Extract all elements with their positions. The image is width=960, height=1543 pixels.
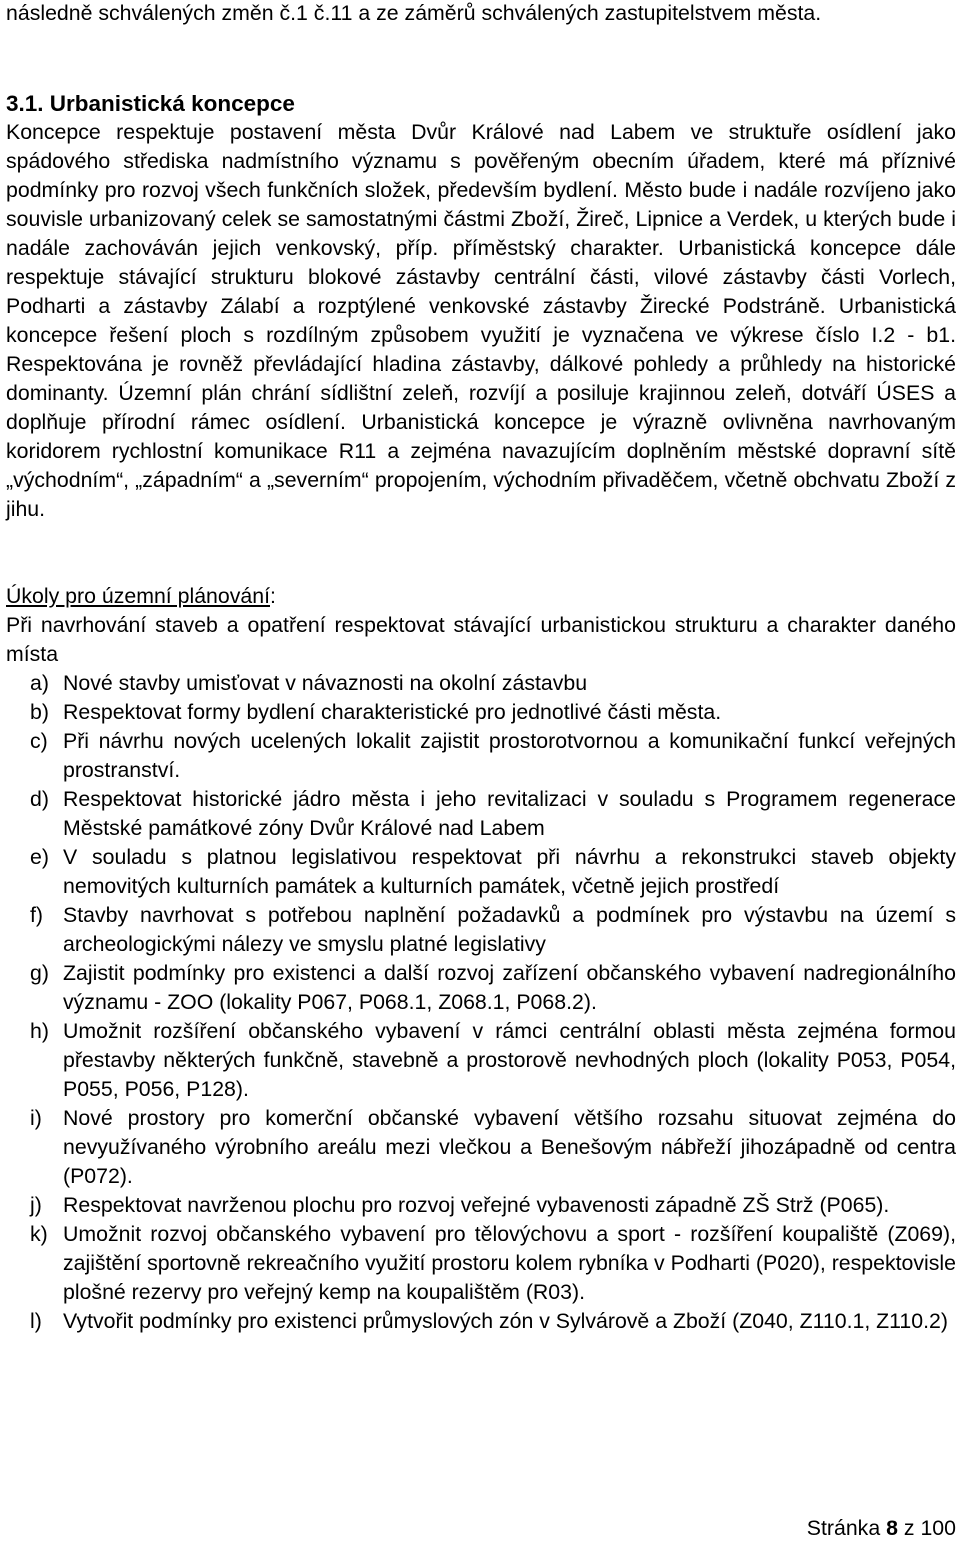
list-item xyxy=(6,901,956,959)
list-item xyxy=(6,669,956,698)
list-item-text: Respektovat navrženou plochu pro rozvoj veřejné vybavenosti západně ZŠ Strž (P065). xyxy=(63,1193,890,1217)
list-item xyxy=(6,1191,956,1220)
list-item-text: Zajistit podmínky pro existenci a další rozvoj zařízení občanského vybavení nadregionálního významu - ZOO (lokality P067, P068.1, Z068.1, P068.2). xyxy=(63,961,956,1014)
page-separator: z xyxy=(903,1516,915,1540)
list-item xyxy=(6,727,956,785)
tasks-label xyxy=(6,582,276,611)
page-total: 100 xyxy=(920,1516,956,1540)
list-marker: e) xyxy=(30,845,49,869)
page-label: Stránka xyxy=(806,1516,881,1540)
tasks-label-text: Úkoly pro územní plánování xyxy=(6,584,270,608)
list-item xyxy=(6,698,956,727)
list-marker: j) xyxy=(30,1193,42,1217)
list-marker: a) xyxy=(30,671,49,695)
tasks-list xyxy=(6,669,956,1336)
page-footer xyxy=(807,1514,956,1543)
list-item xyxy=(6,1104,956,1191)
list-item-text: Respektovat formy bydlení charakteristické pro jednotlivé části města. xyxy=(63,700,722,724)
list-item-text: V souladu s platnou legislativou respektovat při návrhu a rekonstrukci staveb objekty nemovitých kulturních památek a kulturních památek, včetně jejich prostředí xyxy=(63,845,956,898)
list-item-text: Umožnit rozšíření občanského vybavení v rámci centrální oblasti města zejména formou přestavby některých funkčně, stavebně a prostorově nevhodných ploch (lokality P053, P054, P055, P056, P128). xyxy=(63,1019,956,1101)
list-marker: g) xyxy=(30,961,49,985)
list-marker: h) xyxy=(30,1019,49,1043)
top-paragraph: následně schválených změn č.1 č.11 a ze záměrů schválených zastupitelstvem města. xyxy=(6,1,822,25)
list-item xyxy=(6,959,956,1017)
list-item-text: Při návrhu nových ucelených lokalit zajistit prostorotvornou a komunikační funkcí veřejných prostranství. xyxy=(63,729,956,782)
list-item xyxy=(6,1017,956,1104)
tasks-intro: Při navrhování staveb a opatření respektovat stávající urbanistickou strukturu a charakter daného místa xyxy=(6,613,956,666)
list-item xyxy=(6,1220,956,1307)
list-item-text: Nové prostory pro komerční občanské vybavení většího rozsahu situovat zejména do nevyužívaného výrobního areálu mezi vlečkou a Benešovým nábřeží jihozápadně od centra (P072). xyxy=(63,1106,956,1188)
list-item-text: Respektovat historické jádro města i jeho revitalizaci v souladu s Programem regenerace Městské památkové zóny Dvůr Králové nad Labem xyxy=(63,787,956,840)
list-marker: f) xyxy=(30,903,44,927)
list-marker: i) xyxy=(30,1106,42,1130)
list-item xyxy=(6,1307,956,1336)
section-heading: 3.1. Urbanistická koncepce xyxy=(6,91,295,116)
list-item-text: Umožnit rozvoj občanského vybavení pro tělovýchovu a sport - rozšíření koupaliště (Z069), zajištění sportovně rekreačního využití prostoru kolem rybníka v Podharti (P020), respektovisle plošné rezervy pro veřejný kemp na koupalištěm (R03). xyxy=(63,1222,956,1304)
list-marker: b) xyxy=(30,700,49,724)
main-paragraph: Koncepce respektuje postavení města Dvůr Králové nad Labem ve struktuře osídlení jako spádového střediska nadmístního významu s pověřeným obecním úřadem, které má příznivé podmínky pro rozvoj všech funkčních složek, především bydlení. Město bude i nadále rozvíjeno jako souvisle urbanizovaný celek se samostatnými částmi Zboží, Žireč, Lipnice a Verdek, u kterých bude i nadále zachováván jejich venkovský, příp. příměstský charakter. Urbanistická koncepce dále respektuje stávající strukturu blokové zástavby centrální části, vilové zástavby části Vorlech, Podharti a zástavby Zálabí a rozptýlené venkovské zástavby Žirecké Podstráně. Urbanistická koncepce řešení ploch s rozdílným způsobem využití je vyznačena ve výkrese číslo I.2 - b1. Respektována je rovněž převládající hladina zástavby, dálkové pohledy a průhledy na historické dominanty. Územní plán chrání sídlištní zeleň, rozvíjí a posiluje krajinnou zeleň, dotváří ÚSES a doplňuje přírodní rámec osídlení. Urbanistická koncepce je výrazně ovlivněna navrhovaným koridorem rychlostní komunikace R11 a zejména navazujícím doplněním městské dopravní sítě „východním“, „západním“ a „severním“ propojením, východním přivaděčem, včetně obchvatu Zboží z jihu. xyxy=(6,120,956,521)
list-marker: c) xyxy=(30,729,48,753)
page-current: 8 xyxy=(886,1516,898,1540)
list-marker: l) xyxy=(30,1309,42,1333)
list-item-text: Stavby navrhovat s potřebou naplnění požadavků a podmínek pro výstavbu na území s archeologickými nálezy ve smyslu platné legislativy xyxy=(63,903,956,956)
list-item xyxy=(6,843,956,901)
list-item-text: Vytvořit podmínky pro existenci průmyslových zón v Sylvárově a Zboží (Z040, Z110.1, Z110.2) xyxy=(63,1309,948,1333)
list-marker: k) xyxy=(30,1222,48,1246)
list-item-text: Nové stavby umisťovat v návaznosti na okolní zástavbu xyxy=(63,671,588,695)
tasks-label-colon: : xyxy=(270,584,276,608)
list-marker: d) xyxy=(30,787,49,811)
list-item xyxy=(6,785,956,843)
